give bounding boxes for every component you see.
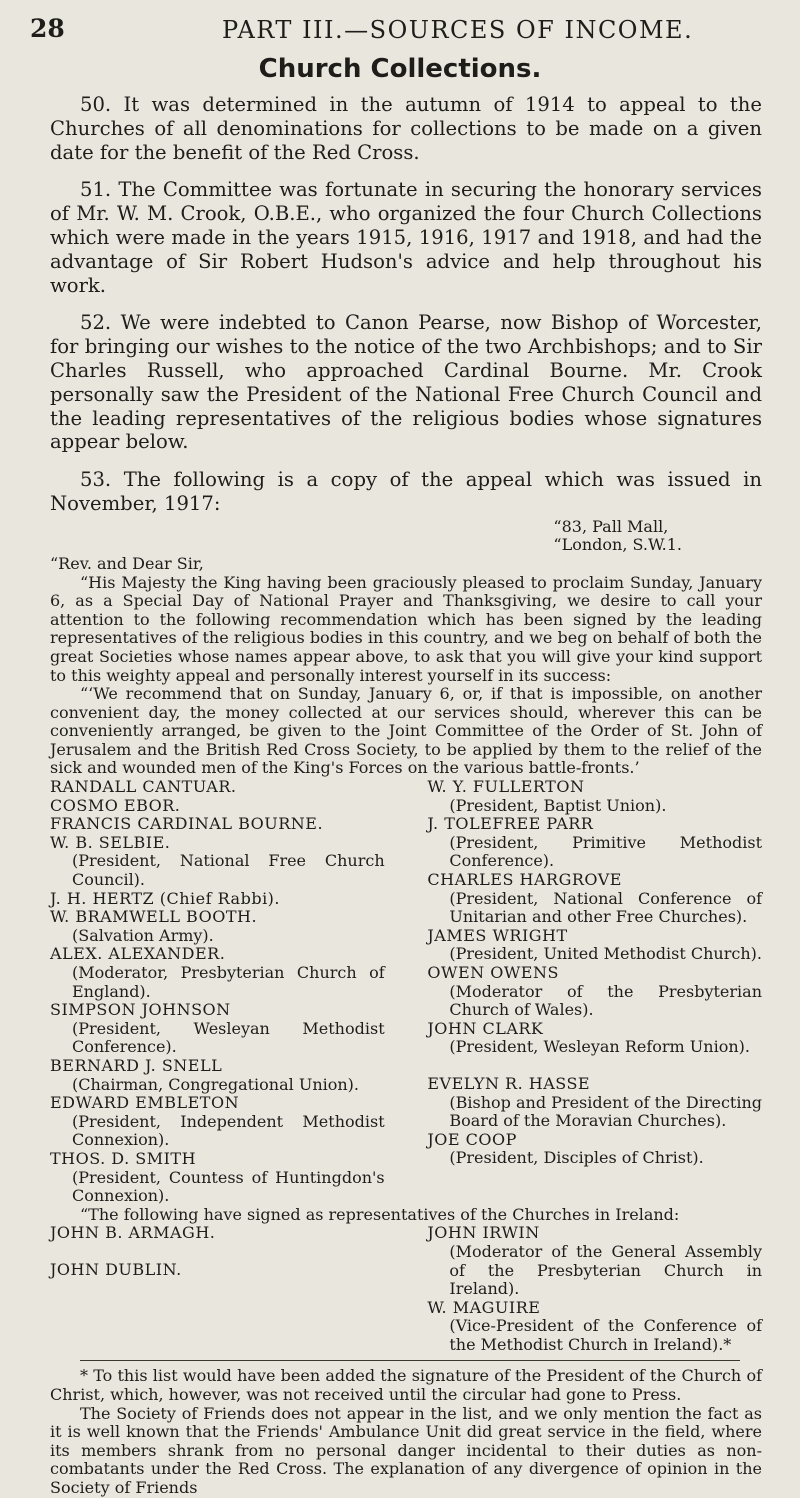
footnote: * To this list would have been added the signature of the President of the Church of Christ, which, however, was not received until the circular had gone to Press. [50, 1366, 762, 1405]
signatory-name: COSMO EBOR. [50, 795, 181, 815]
signatory [50, 815, 385, 834]
signatory-role: (Moderator, Presbyterian Church of England). [72, 963, 385, 1001]
signatory-name: J. H. HERTZ (Chief Rabbi). [50, 888, 281, 908]
signatory-name: JOE COOP [427, 1129, 517, 1149]
signatory-name: W. MAGUIRE [427, 1297, 541, 1317]
signatory [427, 1131, 762, 1168]
signatory-name: JOHN IRWIN [427, 1223, 540, 1243]
signatory-name: EDWARD EMBLETON [50, 1093, 240, 1113]
body-text [50, 93, 762, 1498]
signatories-right-column [427, 778, 762, 1206]
signatory-name: FRANCIS CARDINAL BOURNE. [50, 814, 324, 834]
signatory-role: (Salvation Army). [72, 925, 214, 945]
signatory-name: ALEX. ALEXANDER. [50, 944, 226, 964]
footnote: The Society of Friends does not appear in the list, and we only mention the fact as it is well known that the Friends' Ambulance Unit did great service in the field, where its members shrank from no personal danger incidental to their duties as non-combatants under the Red Cross. The explanation of any divergence of opinion in the Society of Friends [50, 1403, 762, 1498]
paragraph-53: 53. The following is a copy of the appeal which was issued in November, 1917: [50, 468, 762, 515]
signatory-name: W. B. SELBIE. [50, 832, 171, 852]
signatory-name: CHARLES HARGROVE [427, 870, 622, 890]
signatory [50, 778, 385, 797]
address-line-2: “London, S.W.1. [553, 535, 682, 555]
signatory-name: OWEN OWENS [427, 963, 559, 982]
appeal-letter [50, 518, 762, 1355]
signatory-name: JOHN DUBLIN. [50, 1259, 182, 1279]
signatory-role: (President, Primitive Methodist Conference). [449, 832, 762, 871]
signatory-role: (Moderator of the General Assembly of the Presbyterian Church in Ireland). [449, 1241, 762, 1299]
signatory [50, 1057, 385, 1094]
signatory-role: (President, Baptist Union). [449, 795, 667, 815]
signatory [427, 1224, 762, 1298]
signatory [50, 1001, 385, 1057]
paragraph-50: 50. It was determined in the autumn of 1914 to appeal to the Churches of all denominations for collections to be made on a given date for the benefit of the Red Cross. [50, 93, 762, 164]
signatory-role: (Moderator of the Presbyterian Church of Wales). [449, 981, 762, 1020]
signatory-role: (President, Independent Methodist Connexion). [72, 1111, 385, 1150]
signatory [50, 834, 385, 890]
footnote-divider [80, 1360, 740, 1361]
signatory [50, 945, 385, 1001]
signatory [427, 1075, 762, 1131]
paragraph-51: 51. The Committee was fortunate in securing the honorary services of Mr. W. M. Crook, O.B.E., who organized the four Church Collections which were made in the years 1915, 1916, 1917 and 1918, and had the advantage of Sir Robert Hudson's advice and help throughout his work. [50, 178, 762, 297]
signatory-name: W. Y. FULLERTON [427, 777, 585, 797]
paragraph-52: 52. We were indebted to Canon Pearse, now Bishop of Worcester, for bringing our wishes to the notice of the two Archbishops; and to Sir Charles Russell, who approached Cardinal Bourne. Mr. Crook personally saw the President of the National Free Church Council and the leading representatives of the religious bodies whose signatures appear below. [50, 311, 762, 454]
signatory-role: (President, Countess of Huntingdon's Connexion). [72, 1167, 385, 1206]
signatory-role: (President, Disciples of Christ). [449, 1148, 704, 1168]
signatory-role: (President, National Conference of Unitarian and other Free Churches). [449, 888, 762, 927]
ireland-signatories [50, 1224, 762, 1354]
signatory-name: EVELYN R. HASSE [427, 1073, 591, 1093]
signatory [50, 797, 385, 816]
ireland-left-column [50, 1224, 385, 1354]
section-title: Church Collections. [258, 54, 542, 84]
signatory-role: (President, Wesleyan Methodist Conference). [72, 1018, 385, 1057]
signatory-name: JOHN CLARK [427, 1018, 544, 1038]
letter-body-paragraph: “His Majesty the King having been graciously pleased to proclaim Sunday, January 6, as a Special Day of National Prayer and Thanksgiving, we desire to call your attention to the following recommendation which has been signed by the leading representatives of the religious bodies in this country, and we beg on behalf of both the great Societies whose names appear above, to ask that you will give your kind support to this weighty appeal and personally interest yourself in its success: [50, 572, 762, 685]
signatory-name: SIMPSON JOHNSON [50, 1000, 231, 1020]
ireland-right-column [427, 1224, 762, 1354]
signatory [50, 908, 385, 945]
signatory [427, 1020, 762, 1057]
signatory-name: JOHN B. ARMAGH. [50, 1223, 216, 1243]
signatory [50, 890, 385, 909]
signatory-role: (Vice-President of the Conference of the Methodist Church in Ireland).* [449, 1316, 762, 1354]
ireland-intro: “The following have signed as representatives of the Churches in Ireland: [80, 1204, 680, 1224]
signatory [427, 815, 762, 871]
signatory [50, 1150, 385, 1206]
signatory [427, 778, 762, 815]
signatory-role: (President, National Free Church Council). [72, 851, 385, 890]
address-line-1: “83, Pall Mall, [553, 516, 669, 536]
page-number: 28 [30, 14, 65, 43]
signatory [50, 1094, 385, 1150]
running-head: PART III.—SOURCES OF INCOME. [222, 16, 694, 44]
letter-body-paragraph: “‘We recommend that on Sunday, January 6, or, if that is impossible, on another convenient day, the money collected at our services should, wherever this can be conveniently arranged, be given to the Joint Committee of the Order of St. John of Jerusalem and the British Red Cross Society, to be applied by them to the relief of the sick and wounded men of the King's Forces on the various battle-fronts.’ [50, 684, 762, 778]
signatory-name: THOS. D. SMITH [50, 1148, 197, 1168]
signatory [50, 1261, 385, 1280]
signatory-role: (Bishop and President of the Directing Board of the Moravian Churches). [449, 1092, 762, 1131]
signatory-name: BERNARD J. SNELL [50, 1055, 223, 1075]
signatory-name: J. TOLEFREE PARR [427, 814, 594, 834]
letter-address [50, 518, 762, 555]
signatory-name: W. BRAMWELL BOOTH. [50, 907, 258, 927]
signatory [427, 871, 762, 927]
signatory [50, 1224, 385, 1243]
signatory [427, 927, 762, 964]
signatory-role: (Chairman, Congregational Union). [72, 1074, 359, 1094]
signatory-role: (President, United Methodist Church). [449, 944, 762, 964]
signatory-role: (President, Wesleyan Reform Union). [449, 1037, 750, 1057]
signatory [427, 1299, 762, 1355]
letter-salutation: “Rev. and Dear Sir, [50, 553, 204, 573]
signatory [427, 964, 762, 1020]
signatories-left-column [50, 778, 385, 1206]
signatory-name: RANDALL CANTUAR. [50, 777, 237, 797]
signatories [50, 778, 762, 1206]
signatory-name: JAMES WRIGHT [427, 925, 568, 945]
